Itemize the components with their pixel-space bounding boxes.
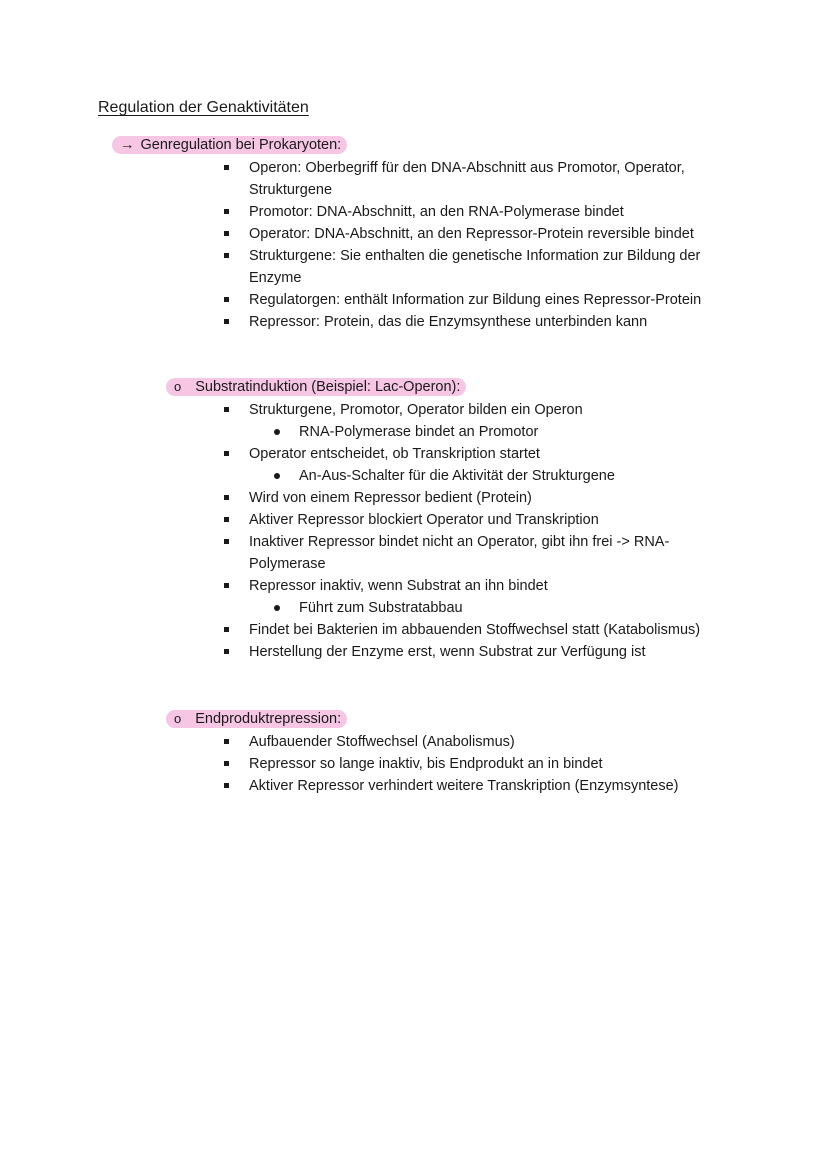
list-item: Aufbauender Stoffwechsel (Anabolismus) <box>222 731 749 753</box>
square-bullet-icon <box>224 165 229 170</box>
square-bullet-icon <box>224 627 229 632</box>
sub-list-item: RNA-Polymerase bindet an Promotor <box>222 421 749 443</box>
circle-bullet-icon: o <box>174 711 182 726</box>
square-bullet-icon <box>224 297 229 302</box>
substratinduktion-list <box>222 399 749 663</box>
genregulation-list <box>222 157 749 333</box>
square-bullet-icon <box>224 583 229 588</box>
square-bullet-icon <box>224 451 229 456</box>
square-bullet-icon <box>224 783 229 788</box>
sub-list-item: Führt zum Substratabbau <box>222 597 749 619</box>
heading-text: Substratinduktion (Beispiel: Lac-Operon): <box>195 379 461 395</box>
square-bullet-icon <box>224 761 229 766</box>
list-item: Strukturgene, Promotor, Operator bilden ein Operon <box>222 399 749 421</box>
heading-highlight <box>166 378 466 396</box>
list-item: Findet bei Bakterien im abbauenden Stoffwechsel statt (Katabolismus) <box>222 619 749 641</box>
section-heading-endproduktrepression <box>166 711 347 727</box>
square-bullet-icon <box>224 209 229 214</box>
square-bullet-icon <box>224 407 229 412</box>
square-bullet-icon <box>224 253 229 258</box>
heading-text: Endproduktrepression: <box>195 711 342 727</box>
square-bullet-icon <box>224 319 229 324</box>
section-heading-substratinduktion <box>166 379 466 395</box>
square-bullet-icon <box>224 495 229 500</box>
heading-highlight <box>112 136 347 154</box>
section-heading-genregulation <box>112 137 347 153</box>
round-bullet-icon <box>274 429 280 435</box>
list-item: Aktiver Repressor verhindert weitere Transkription (Enzymsyntese) <box>222 775 749 797</box>
list-item: Repressor inaktiv, wenn Substrat an ihn bindet <box>222 575 749 597</box>
endproduktrepression-list <box>222 731 749 797</box>
round-bullet-icon <box>274 605 280 611</box>
list-item: Aktiver Repressor blockiert Operator und Transkription <box>222 509 749 531</box>
list-item: Repressor: Protein, das die Enzymsynthese unterbinden kann <box>222 311 749 333</box>
square-bullet-icon <box>224 739 229 744</box>
heading-text: Genregulation bei Prokaryoten: <box>140 137 342 153</box>
square-bullet-icon <box>224 539 229 544</box>
circle-bullet-icon: o <box>174 379 182 394</box>
square-bullet-icon <box>224 517 229 522</box>
square-bullet-icon <box>224 231 229 236</box>
list-item: Strukturgene: Sie enthalten die genetische Information zur Bildung der Enzyme <box>222 245 744 289</box>
list-item: Inaktiver Repressor bindet nicht an Operator, gibt ihn frei -> RNA-Polymerase <box>222 531 709 575</box>
square-bullet-icon <box>224 649 229 654</box>
list-item: Wird von einem Repressor bedient (Protein) <box>222 487 749 509</box>
list-item: Operator entscheidet, ob Transkription startet <box>222 443 749 465</box>
round-bullet-icon <box>274 473 280 479</box>
arrow-icon: → <box>120 137 135 153</box>
list-item: Regulatorgen: enthält Information zur Bildung eines Repressor-Protein <box>222 289 749 311</box>
sub-list-item: An-Aus-Schalter für die Aktivität der Strukturgene <box>222 465 749 487</box>
list-item: Herstellung der Enzyme erst, wenn Substrat zur Verfügung ist <box>222 641 749 663</box>
list-item: Operator: DNA-Abschnitt, an den Repressor-Protein reversible bindet <box>222 223 749 245</box>
list-item: Promotor: DNA-Abschnitt, an den RNA-Polymerase bindet <box>222 201 749 223</box>
list-item: Operon: Oberbegriff für den DNA-Abschnitt aus Promotor, Operator, Strukturgene <box>222 157 729 201</box>
page-title: Regulation der Genaktivitäten <box>98 99 309 116</box>
heading-highlight <box>166 710 347 728</box>
list-item: Repressor so lange inaktiv, bis Endprodukt an in bindet <box>222 753 749 775</box>
